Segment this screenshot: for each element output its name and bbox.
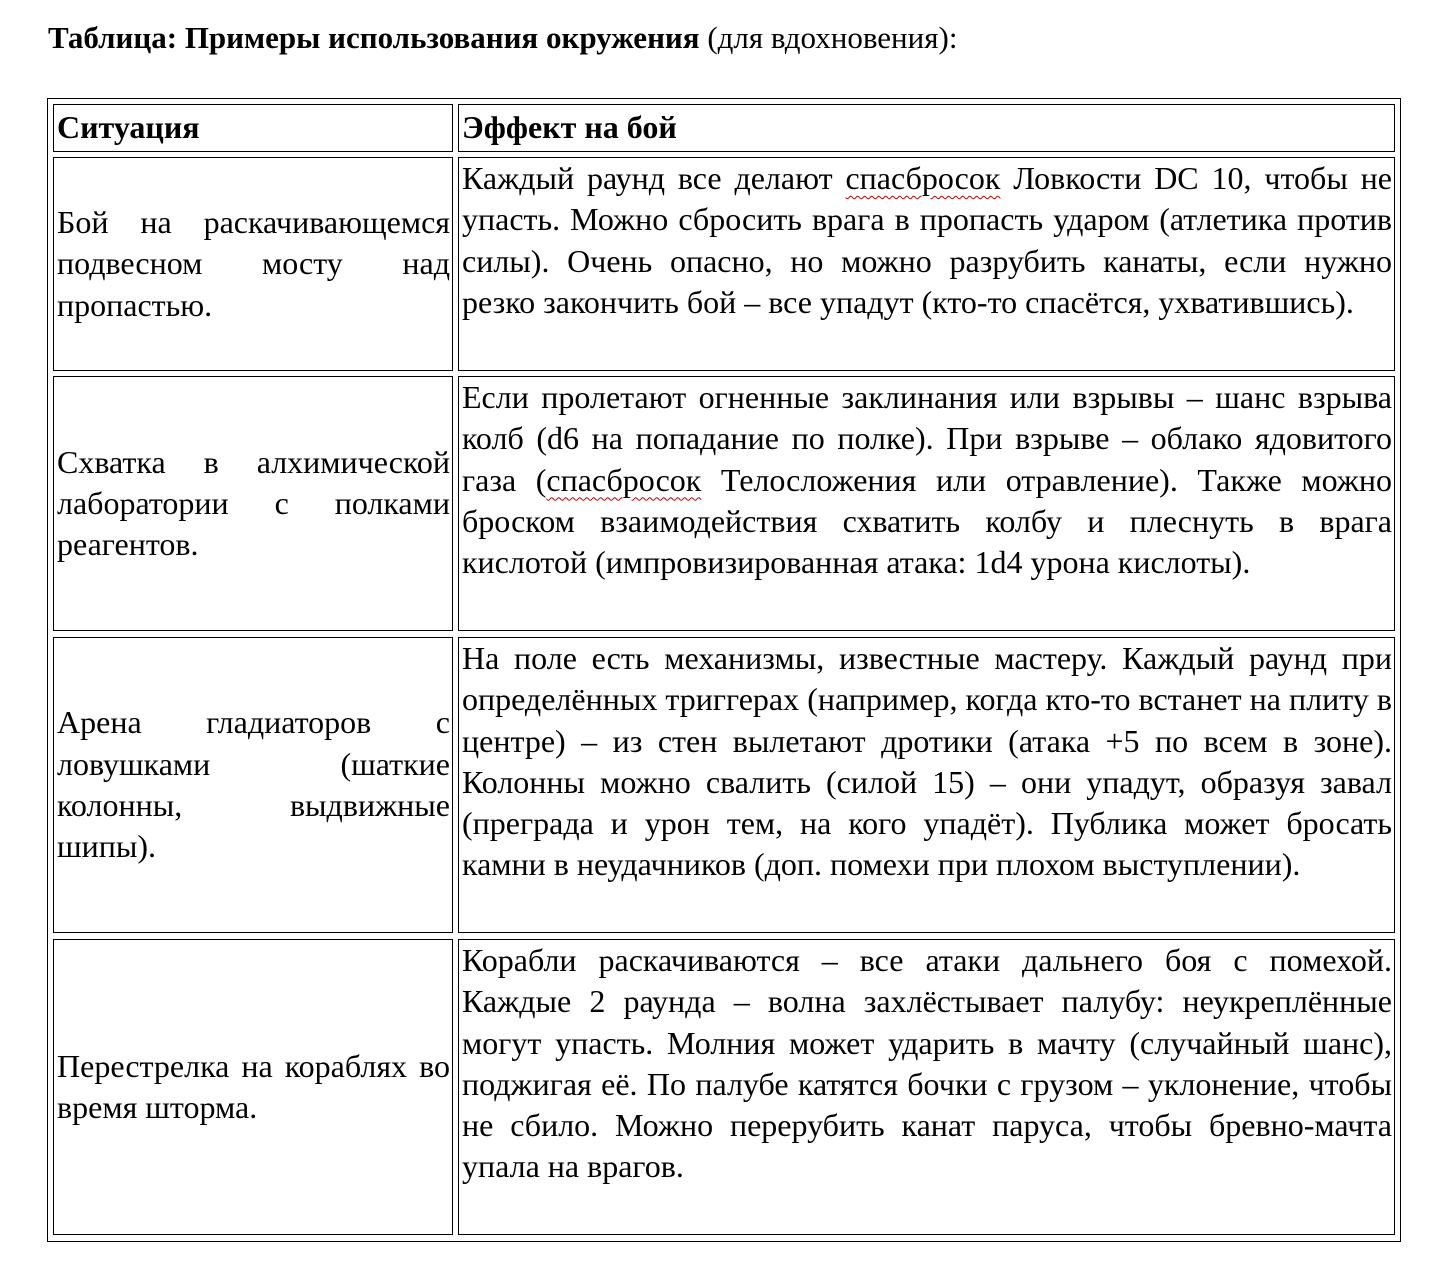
effect-text-part: Ловкости DC 10, чтобы не упасть. Можно сбросить врага в пропасть ударом (атлетика против силы). Очень опасно, но можно разрубить канаты, если нужно резко закончить бой – все упадут (кто-то спасётся, ухватившись). [462, 160, 1393, 320]
table-row-3-situation [53, 637, 453, 933]
situation-text: Бой на раскачивающемся подвесном мосту над пропастью. [57, 204, 450, 323]
table-row-1-effect [458, 157, 1395, 371]
table-row-4-situation [53, 939, 453, 1235]
table-row-2-effect [458, 376, 1395, 631]
effect-text [462, 158, 1392, 323]
caption-title: Таблица: Примеры использования окружения [48, 20, 700, 55]
effect-text-part: Телосложения или отравление). Также можно броском взаимодействия схватить колбу и плеснуть в врага кислотой (импровизированная атака: 1d4 урона кислоты). [462, 461, 1393, 581]
spellcheck-marked-word: спасбросок [845, 160, 1001, 196]
situation-text: Перестрелка на кораблях во время шторма. [57, 1047, 450, 1125]
table-row-3-effect [458, 637, 1395, 933]
effect-text: На поле есть механизмы, известные мастеру. Каждый раунд при определённых триггерах (например, когда кто-то встанет на плиту в центре) – из стен вылетают дротики (атака +5 по всем в зоне). Колонны можно свалить (силой 15) – они упадут, образуя завал (преграда и урон тем, на кого упадёт). Публика может бросать камни в неудачников (доп. помехи при плохом выступлении). [462, 640, 1392, 883]
spellcheck-marked-word: спасбросок [546, 461, 702, 498]
effect-text-part: Каждый раунд все делают [462, 160, 846, 196]
table-row-2-situation [53, 376, 453, 631]
effect-text: Корабли раскачиваются – все атаки дальнего боя с помехой. Каждые 2 раунда – волна захлёстывает палубу: неукреплённые могут упасть. Молния может ударить в мачту (случайный шанс), поджигая её. По палубе катятся бочки с грузом – уклонение, чтобы не сбило. Можно перерубить канат паруса, чтобы бревно-мачта упала на врагов. [462, 942, 1392, 1185]
situation-text: Арена гладиаторов с ловушками (шаткие колонны, выдвижные шипы). [57, 704, 450, 865]
header-effect-label: Эффект на бой [462, 109, 677, 145]
header-situation-label: Ситуация [57, 109, 200, 145]
table-caption [48, 18, 957, 58]
caption-note: (для вдохновения): [699, 20, 958, 55]
table-row-1-situation [53, 157, 453, 371]
table-row-4-effect [458, 939, 1395, 1235]
effect-text-part: Если пролетают огненные заклинания или взрывы – шанс взрыва колб (d6 на попадание по полке). При взрыве – облако ядовитого газа ( [462, 379, 1392, 498]
header-effect [458, 104, 1395, 152]
situation-text: Схватка в алхимической лаборатории с полками реагентов. [57, 443, 450, 563]
header-situation [53, 104, 453, 152]
effect-text [462, 377, 1392, 583]
